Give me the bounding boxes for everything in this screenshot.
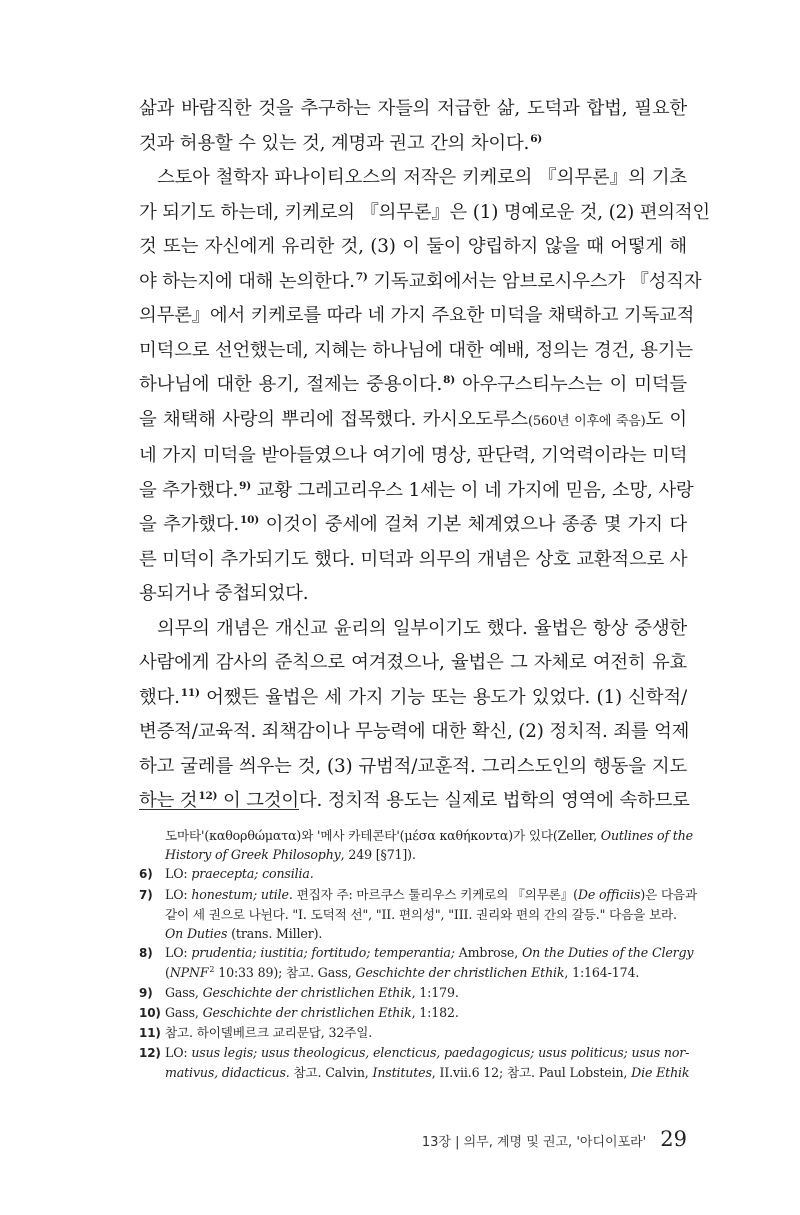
footnote-12: 12) LO: usus legis; usus theologicus, elencticus, paedagogicus; usus politicus; usus nor- — [139, 1045, 690, 1061]
footnote-ref: 9) — [239, 479, 251, 492]
page-number: 29 — [660, 1127, 687, 1151]
page-footer — [422, 1127, 687, 1151]
footnotes — [139, 826, 697, 1083]
footnote-continuation: History of Greek Philosophy, 249 [§71]). — [165, 847, 416, 863]
footnote-divider — [139, 809, 299, 810]
text-line: 미덕으로 선언했는데, 지혜는 하나님에 대한 예배, 정의는 경건, 용기는 — [139, 339, 693, 361]
footnote-8-line: (NPNF$^2$ 10:33 89); 참고. Gass, Geschichte der christlichen Ethik, 1:164-174. — [165, 965, 640, 981]
text-line: 것과 허용할 수 있는 것, 계명과 권고 간의 차이다.$^{6)}$ — [139, 132, 543, 154]
footnote-12-line: mativus, didacticus. 참고. Calvin, Institutes, II.vii.6 12; 참고. Paul Lobstein, Die Ethik — [165, 1065, 690, 1081]
text-line: 하는 것$^{12)}$ 이 그것이다. 정치적 용도는 실제로 법학의 영역에 속하므로 — [139, 790, 690, 811]
footnote-7: 7) LO: honestum; utile. 편집자 주: 마르쿠스 툴리우스 키케로의 『의무론』(De officiis)은 다음과 — [139, 886, 697, 902]
footnote-ref: 8) — [443, 374, 455, 386]
text-line: 삶과 바람직한 것을 추구하는 자들의 저급한 삶, 도덕과 합법, 필요한 — [139, 98, 687, 119]
footnote-11: 11) 참고. 하이델베르크 교리문답, 32주일. — [139, 1025, 373, 1041]
footnote-7-line: 같이 세 권으로 나뉜다. "I. 도덕적 선", "II. 편의성", "III. 권리와 편의 간의 갈등." 다음을 보라. — [165, 906, 677, 922]
text-line: 네 가지 미덕을 받아들였으나 여기에 명상, 판단력, 기억력이라는 미덕 — [139, 445, 688, 466]
inline-note: (560년 이후에 죽음) — [527, 413, 646, 429]
text-line: 사람에게 감사의 준칙으로 여겨졌으나, 율법은 그 자체로 여전히 유효 — [139, 652, 687, 673]
text-line: 야 하는지에 대해 논의한다.$^{7)}$ 기독교회에서는 암브로시우스가 『성직자 — [139, 270, 702, 292]
footnote-ref: 6) — [530, 132, 543, 145]
text-line: 의무의 개념은 개신교 윤리의 일부이기도 했다. 율법은 항상 중생한 — [157, 617, 687, 639]
footnote-ref: 7) — [355, 270, 368, 283]
footnote-continuation: 도마타'(καθορθώματα)와 '메사 카테콘타'(μέσα καθήκοντα)가 있다(Zeller, Outlines of the — [165, 828, 693, 843]
footnote-ref: 10) — [240, 514, 260, 526]
text-line: 스토아 철학자 파나이티오스의 저작은 키케로의 『의무론』의 기초 — [157, 167, 687, 188]
text-line: 을 추가했다.$^{9)}$ 교황 그레고리우스 1세는 이 네 가지에 믿음, 소망, 사랑 — [139, 479, 694, 501]
footnote-ref: 12) — [198, 790, 218, 802]
text-line: 의무론』에서 키케로를 따라 네 가지 주요한 미덕을 채택하고 기독교적 — [139, 305, 695, 326]
footnote-8: 8) LO: prudentia; iustitia; fortitudo; temperantia; Ambrose, On the Duties of the Clergy — [139, 945, 694, 961]
footnote-6: 6) LO: praecepta; consilia. — [139, 866, 314, 882]
main-text — [139, 92, 710, 819]
text-line: 용되거나 중첩되었다. — [139, 583, 309, 604]
text-line: 했다.$^{11)}$ 어쨌든 율법은 세 가지 기능 또는 용도가 있었다. (1) 신학적/ — [139, 686, 687, 708]
footnote-7-line: On Duties (trans. Miller). — [165, 926, 323, 942]
text-line: 을 추가했다.$^{10)}$ 이것이 중세에 걸쳐 기본 체계였으나 종종 몇 가지 다 — [139, 514, 687, 535]
text-line: 가 되기도 하는데, 키케로의 『의무론』은 (1) 명예로운 것, (2) 편의적인 — [139, 201, 710, 223]
text-line: 른 미덕이 추가되기도 했다. 미덕과 의무의 개념은 상호 교환적으로 사 — [139, 548, 688, 570]
text-line: 변증적/교육적. 죄책감이나 무능력에 대한 확신, (2) 정치적. 죄를 억제 — [139, 721, 690, 742]
text-line: 것 또는 자신에게 유리한 것, (3) 이 둘이 양립하지 않을 때 어떻게 해 — [139, 236, 687, 257]
text-line: 을 채택해 사랑의 뿌리에 접목했다. 카시오도루스(560년 이후에 죽음)도 이 — [139, 408, 687, 430]
running-title: 13장 | 의무, 계명 및 권고, '아디이포라' — [421, 1135, 647, 1150]
text-line: 하고 굴레를 씌우는 것, (3) 규범적/교훈적. 그리스도인의 행동을 지도 — [139, 755, 687, 777]
footnote-10: 10) Gass, Geschichte der christlichen Ethik, 1:182. — [139, 1004, 459, 1020]
footnote-9: 9) Gass, Geschichte der christlichen Ethik, 1:179. — [139, 984, 459, 1000]
footnote-ref: 11) — [180, 686, 200, 699]
text-line: 하나님에 대한 용기, 절제는 중용이다.$^{8)}$ 아우구스티누스는 이 미덕들 — [139, 374, 687, 395]
